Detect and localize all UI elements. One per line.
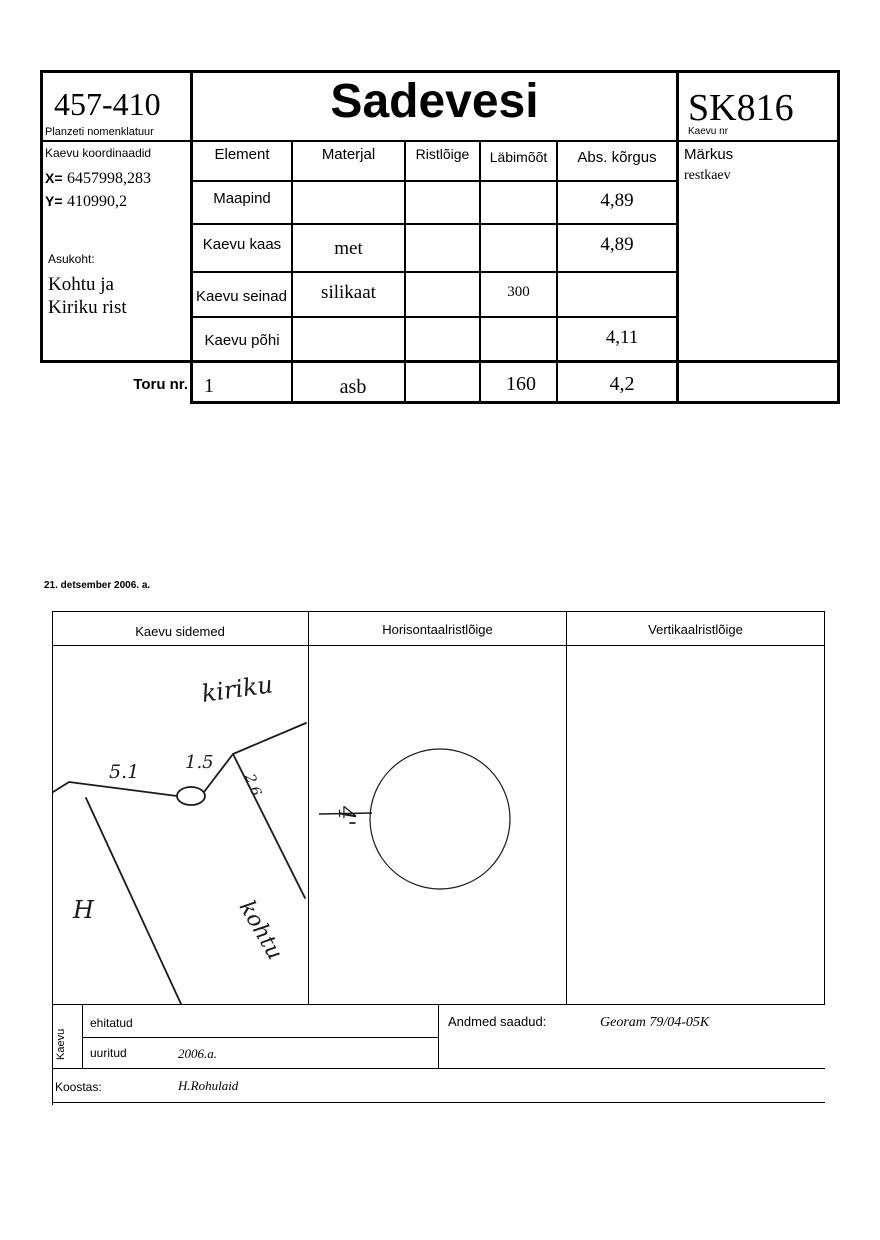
sketch-header-vertical: Vertikaalristlõige — [648, 622, 743, 637]
street-label-kiriku: kiriku — [199, 670, 275, 708]
row-height: 4,11 — [605, 327, 639, 348]
row-element: Kaevu põhi — [204, 332, 280, 349]
frame-right — [837, 70, 840, 404]
sketch-header-links: Kaevu sidemed — [135, 624, 225, 639]
sketch-col-v2 — [566, 611, 567, 1005]
row-diameter: 300 — [507, 284, 530, 300]
footer-row-sep — [82, 1037, 438, 1038]
row-element: Kaevu kaas — [202, 236, 282, 253]
header-sep — [40, 140, 840, 142]
col-header-height: Abs. kõrgus — [577, 149, 657, 166]
surveyed-value: 2006.a. — [178, 1046, 217, 1061]
surveyed-label: uuritud — [90, 1046, 127, 1060]
distance-label-3: 2.6 — [241, 771, 264, 799]
location-label: Asukoht: — [48, 252, 95, 266]
coord-x — [45, 170, 151, 188]
remark-label: Märkus — [684, 146, 734, 163]
col-header-section: Ristlõige — [415, 146, 470, 162]
sketch-header-horizontal: Horisontaalristlõige — [382, 622, 493, 637]
row-height: 4,89 — [600, 234, 634, 255]
row-height: 4,89 — [600, 190, 634, 211]
distance-label-2: 1.5 — [185, 752, 214, 773]
row-sep-3 — [190, 271, 678, 273]
coords-label: Kaevu koordinaadid — [45, 146, 152, 160]
col-header-diameter: Läbimõõt — [489, 149, 548, 165]
building-edge-line — [86, 798, 181, 1004]
pipe-material: asb — [339, 376, 367, 398]
source-label: Andmed saadud: — [448, 1014, 547, 1029]
pipe-height: 4,2 — [609, 373, 635, 395]
row-sep-4 — [190, 316, 678, 318]
remark-value: restkaev — [684, 168, 731, 183]
row-material: silikaat — [321, 282, 376, 303]
row-sep-1 — [190, 180, 678, 182]
row-material: met — [334, 238, 363, 259]
row-sep-2 — [190, 223, 678, 225]
well-number: SK816 — [688, 87, 794, 129]
pipe-dimension-label: 4' — [333, 806, 358, 827]
row-element: Maapind — [213, 190, 271, 207]
links-sketch — [53, 646, 308, 1004]
pipe-diameter: 160 — [506, 373, 536, 395]
coord-x-label: X= — [45, 170, 63, 186]
planchet-label: Planzeti nomenklatuur — [45, 126, 154, 138]
frame-v2 — [676, 70, 679, 404]
pipe-label: Toru nr. — [133, 376, 188, 393]
document-date: 21. detsember 2006. a. — [44, 580, 151, 591]
horizontal-section-drawing — [309, 646, 566, 1004]
coord-x-value: 6457998,283 — [66, 170, 151, 187]
coord-y-label: Y= — [45, 193, 63, 209]
kaev-label: Kaevu — [55, 1028, 67, 1060]
street-label-kohtu: kohtu — [233, 896, 288, 965]
col-header-material: Materjal — [321, 146, 376, 163]
coord-y-value: 410990,2 — [66, 193, 127, 210]
author-value: H.Rohulaid — [178, 1078, 239, 1093]
road-line-left — [53, 782, 177, 796]
frame-left — [40, 70, 43, 362]
frame-bottom — [190, 401, 840, 404]
col-header-element: Element — [214, 146, 270, 163]
footer-v-left — [82, 1004, 83, 1068]
built-label: ehitatud — [90, 1016, 133, 1030]
well-number-label: Kaevu nr — [688, 126, 729, 137]
pipe-number: 1 — [204, 375, 214, 397]
planchet-number: 457-410 — [54, 86, 161, 122]
sketch-frame-top — [52, 611, 825, 612]
footer-sep — [52, 1068, 825, 1069]
row-element: Kaevu seinad — [196, 288, 287, 305]
location-line1: Kohtu ja — [48, 274, 114, 295]
frame-top — [40, 70, 840, 73]
footer-v-mid — [438, 1004, 439, 1068]
location-line2: Kiriku rist — [48, 297, 127, 318]
coord-y — [45, 193, 127, 211]
footer-bottom — [52, 1102, 825, 1103]
well-circle — [370, 749, 510, 889]
well-symbol — [177, 787, 205, 805]
frame-row-sep — [40, 360, 840, 363]
sketch-frame-right — [824, 611, 825, 1005]
house-label: H — [73, 896, 94, 924]
author-label: Koostas: — [55, 1080, 102, 1094]
source-value: Georam 79/04-05K — [600, 1015, 710, 1030]
page-title: Sadevesi — [330, 75, 539, 128]
distance-label-1: 5.1 — [109, 761, 140, 783]
